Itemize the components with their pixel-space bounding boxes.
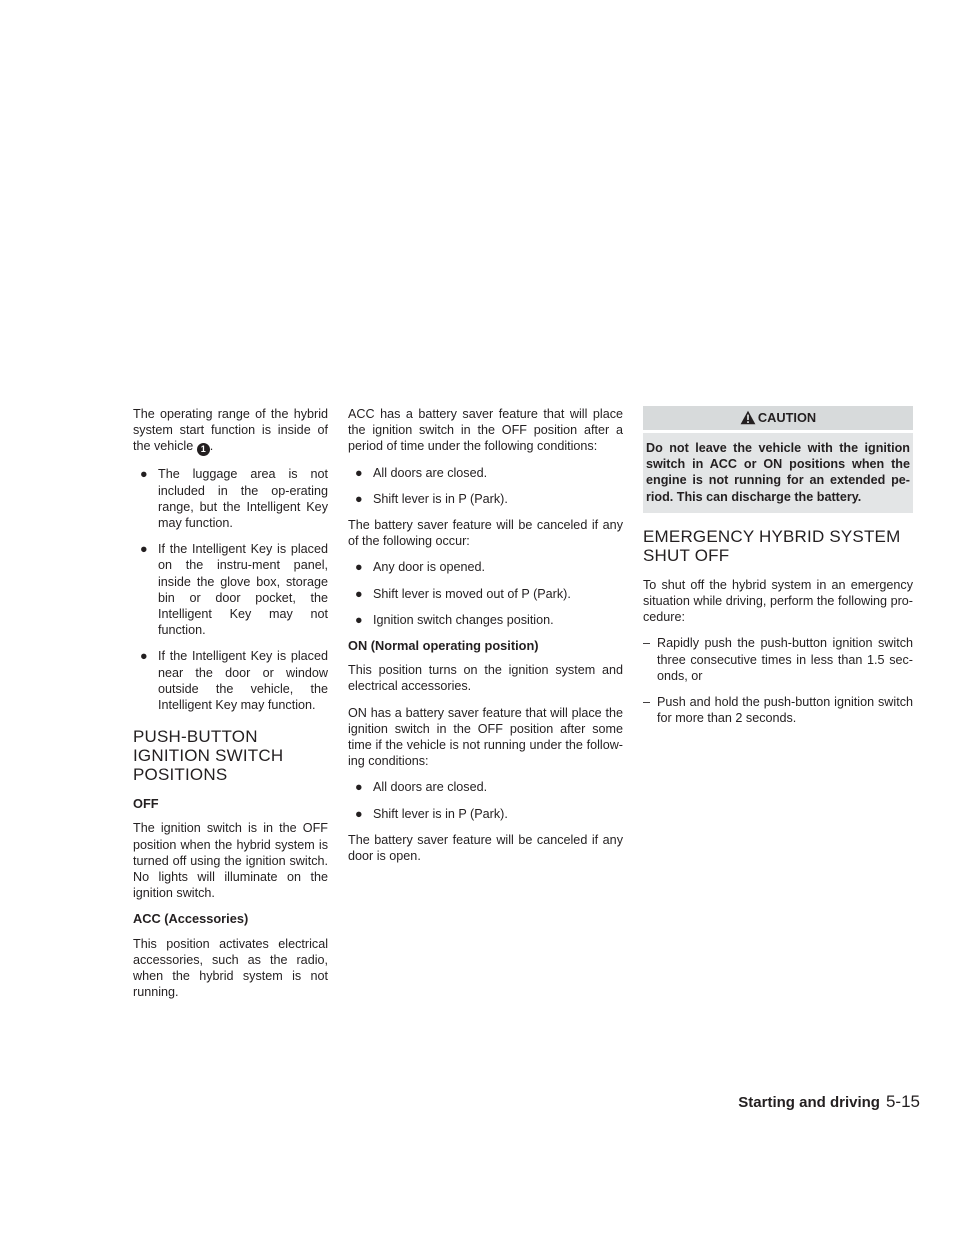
bullet-icon: ● [355, 612, 363, 627]
bullet-icon: ● [140, 467, 148, 482]
on-paragraph: This position turns on the ignition system and electrical accessories. [348, 663, 623, 694]
subheading-on: ON (Normal operating position) [348, 638, 539, 654]
acc-paragraph: This position activates electrical accessories, such as the radio, when the hybrid system is not running. [133, 936, 328, 1000]
warning-icon [740, 410, 756, 425]
list-item: ● If the Intelligent Key is placed on the instru-ment panel, inside the glove box, storage bin or door pocket, the Intelligent Key may not function. [140, 542, 328, 638]
off-paragraph: The ignition switch is in the OFF position when the hybrid system is turned off using the ignition switch. No lights will illuminate on the ignition switch. [133, 821, 328, 901]
emergency-paragraph: To shut off the hybrid system in an emergency situation while driving, perform the following pro-cedure: [643, 577, 913, 625]
dash-icon: – [643, 636, 651, 651]
bullet-icon: ● [355, 586, 363, 601]
subheading-off: OFF [133, 796, 159, 812]
callout-1-icon: 1 [197, 443, 210, 456]
caution-body: Do not leave the vehicle with the ignition switch in ACC or ON positions when the engine is not running for an extended pe-riod. This can discharge the battery. [643, 433, 913, 513]
bullet-icon: ● [140, 649, 148, 664]
page-number: 5-15 [885, 1092, 920, 1111]
column-left [133, 406, 328, 1010]
list-item: ● All doors are closed. [355, 780, 488, 795]
section-heading-emergency: EMERGENCY HYBRID SYSTEM SHUT OFF [643, 526, 901, 565]
list-item: ● Any door is opened. [355, 560, 486, 575]
subheading-acc: ACC (Accessories) [133, 911, 249, 927]
intro-paragraph: The operating range of the hybrid system start function is inside of the vehicle 1 . [133, 407, 328, 455]
footer-section-title: Starting and driving [738, 1094, 880, 1111]
caution-header: CAUTION [643, 406, 913, 430]
column-right [643, 406, 913, 736]
section-heading-ignition: PUSH-BUTTON IGNITION SWITCH POSITIONS [133, 727, 284, 785]
bullet-icon: ● [355, 806, 363, 821]
list-item: ● If the Intelligent Key is placed near the door or window outside the vehicle, the Intelligent Key may function. [140, 649, 328, 713]
column-middle [348, 406, 623, 874]
bullet-icon: ● [140, 542, 148, 557]
list-item: ● Ignition switch changes position. [355, 612, 554, 627]
bullet-icon: ● [355, 491, 363, 506]
bullet-icon: ● [355, 465, 363, 480]
on-saver-paragraph: ON has a battery saver feature that will place the ignition switch in the OFF position after some time if the vehicle is not running under the follow-ing conditions: [348, 705, 623, 769]
list-item: – Rapidly push the push-button ignition switch three consecutive times in less than 1.5 sec-onds, or [643, 636, 913, 683]
bullet-icon: ● [355, 780, 363, 795]
list-item: ● All doors are closed. [355, 465, 488, 480]
on-cancel-paragraph: The battery saver feature will be canceled if any door is open. [348, 832, 623, 864]
dash-icon: – [643, 695, 651, 710]
list-item: ● Shift lever is moved out of P (Park). [355, 586, 571, 601]
cancel-paragraph: The battery saver feature will be canceled if any of the following occur: [348, 518, 623, 549]
list-item: ● The luggage area is not included in the op-erating range, but the Intelligent Key may function. [140, 467, 328, 531]
list-item: – Push and hold the push-button ignition switch for more than 2 seconds. [643, 695, 913, 726]
acc-saver-paragraph: ACC has a battery saver feature that will place the ignition switch in the OFF position after a period of time under the following conditions: [348, 407, 623, 454]
list-item: ● Shift lever is in P (Park). [355, 491, 508, 506]
bullet-icon: ● [355, 560, 363, 575]
list-item: ● Shift lever is in P (Park). [355, 806, 508, 821]
page-footer [710, 1092, 920, 1114]
